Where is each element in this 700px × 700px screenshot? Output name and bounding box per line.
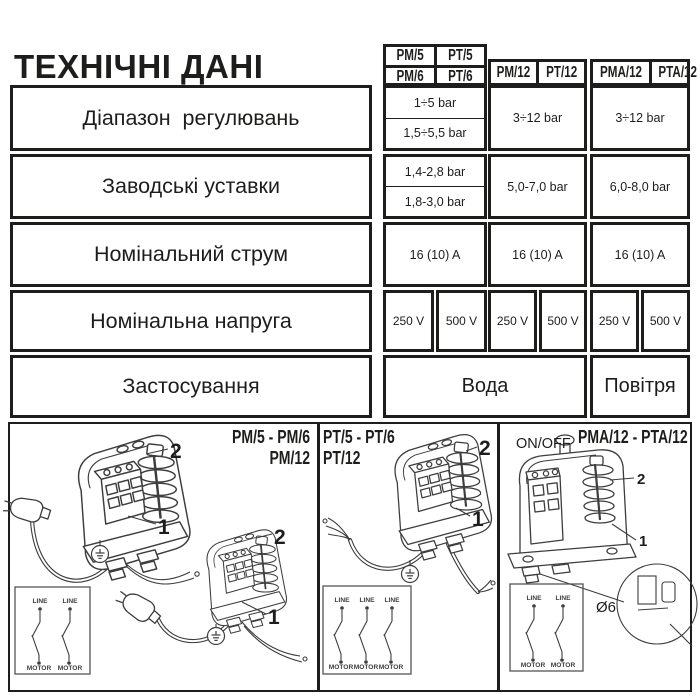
- header-pta12: PTA/12: [658, 63, 697, 81]
- plug-icon: [112, 587, 164, 628]
- callout-spring: 2: [479, 437, 491, 460]
- ground-symbol-icon: [92, 546, 109, 563]
- cell-factory-pm12: 5,0-7,0 bar: [488, 154, 587, 219]
- cell-application-water: Вода: [383, 355, 587, 418]
- callout-contacts: 1: [158, 516, 170, 539]
- panel3-title: PMA/12 - PTA/12: [578, 427, 688, 447]
- switch-contact-symbol: [359, 606, 369, 664]
- row-label-factory: Заводські уставки: [10, 154, 372, 219]
- wiring-line-label: LINE: [32, 598, 48, 605]
- cell-current-pm12: 16 (10) A: [488, 222, 587, 287]
- panel2-title: PT/5 - PT/6 PT/12: [323, 427, 395, 468]
- header-group-pm5-pt6: [383, 44, 487, 86]
- cell-range-pm5-bottom: 1,5÷5,5 bar: [403, 126, 467, 141]
- row-label-range: Діапазон регулювань: [10, 85, 372, 151]
- cell-range-pm5-group: [383, 85, 487, 151]
- ground-symbol-icon: [208, 628, 225, 645]
- wiring-line-label: LINE: [359, 597, 375, 604]
- callout-contacts: 1: [472, 508, 484, 531]
- hole-diameter-label: Ø6: [596, 599, 617, 616]
- wiring-motor-label: MOTOR: [550, 662, 576, 669]
- switch-contact-symbol: [334, 606, 344, 664]
- wiring-motor-label: MOTOR: [520, 662, 546, 669]
- callout-spring: 2: [637, 471, 646, 488]
- wiring-line-label: LINE: [555, 595, 571, 602]
- callout-contacts: 1: [639, 533, 648, 550]
- header-pma12: PMA/12: [593, 62, 652, 83]
- wiring-line-label: LINE: [334, 597, 350, 604]
- cell-current-pma12: 16 (10) A: [590, 222, 690, 287]
- cell-range-pm5-top: 1÷5 bar: [386, 88, 484, 119]
- wiring-motor-label: MOTOR: [328, 664, 354, 671]
- panel1-drawing: [10, 424, 316, 690]
- header-pm6: PM/6: [386, 68, 437, 86]
- wiring-motor-label: MOTOR: [57, 665, 83, 672]
- cell-voltage-pta12-500: 500 V: [641, 290, 690, 352]
- ground-symbol-icon: [402, 566, 419, 583]
- switch-contact-symbol: [555, 604, 565, 662]
- switch-contact-symbol: [384, 606, 394, 664]
- cell-range-pm12: 3÷12 bar: [488, 85, 587, 151]
- wiring-line-label: LINE: [62, 598, 78, 605]
- panel1-title: PM/5 - PM/6 PM/12: [231, 427, 310, 468]
- switch-contact-symbol: [62, 607, 72, 665]
- header-pt6: PT/6: [447, 68, 473, 85]
- cell-voltage-pt5-500: 500 V: [436, 290, 487, 352]
- cell-factory-pm5-bottom: 1,8-3,0 bar: [404, 194, 466, 209]
- row-label-voltage: Номінальна напруга: [10, 290, 372, 352]
- cell-voltage-pm5-250: 250 V: [383, 290, 434, 352]
- pressure-switch-pt-drawing: [395, 435, 491, 560]
- wiring-diagram-box: [510, 584, 583, 671]
- header-pt5: PT/5: [447, 47, 473, 64]
- page-title: ТЕХНІЧНІ ДАНІ: [14, 48, 264, 85]
- wiring-line-label: LINE: [384, 597, 400, 604]
- panel2-drawing: [320, 424, 496, 690]
- cell-factory-pm5-group: [383, 154, 487, 219]
- callout-contacts: 1: [268, 606, 280, 629]
- wiring-motor-label: MOTOR: [26, 665, 52, 672]
- wiring-motor-label: MOTOR: [353, 664, 379, 671]
- cell-voltage-pm12-250: 250 V: [488, 290, 537, 352]
- cell-range-pma12: 3÷12 bar: [590, 85, 690, 151]
- cell-voltage-pt12-500: 500 V: [539, 290, 587, 352]
- cell-application-air: Повітря: [590, 355, 690, 418]
- plug-icon: [2, 496, 52, 524]
- callout-spring: 2: [274, 526, 286, 549]
- row-label-application: Застосування: [10, 355, 372, 418]
- cell-factory-pma12: 6,0-8,0 bar: [590, 154, 690, 219]
- wiring-motor-label: MOTOR: [378, 664, 404, 671]
- callout-spring: 2: [170, 440, 182, 463]
- detail-callout-circle: [617, 564, 697, 644]
- header-pm5: PM/5: [386, 47, 437, 65]
- header-pm12: PM/12: [491, 62, 539, 83]
- cell-factory-pm5-top: 1,4-2,8 bar: [386, 157, 484, 187]
- row-label-current: Номінальний струм: [10, 222, 372, 287]
- cell-voltage-pma12-250: 250 V: [590, 290, 639, 352]
- switch-contact-symbol: [526, 604, 536, 662]
- switch-contact-symbol: [32, 607, 42, 665]
- header-group-pma12-pta12: [590, 59, 697, 86]
- wiring-line-label: LINE: [526, 595, 542, 602]
- panel3-drawing: [500, 424, 690, 690]
- wiring-diagram-box: [15, 587, 90, 674]
- onoff-label: ON/OFF: [516, 436, 571, 452]
- header-group-pm12-pt12: [488, 59, 587, 86]
- cell-current-pm5: 16 (10) A: [383, 222, 487, 287]
- header-pt12: PT/12: [545, 63, 578, 81]
